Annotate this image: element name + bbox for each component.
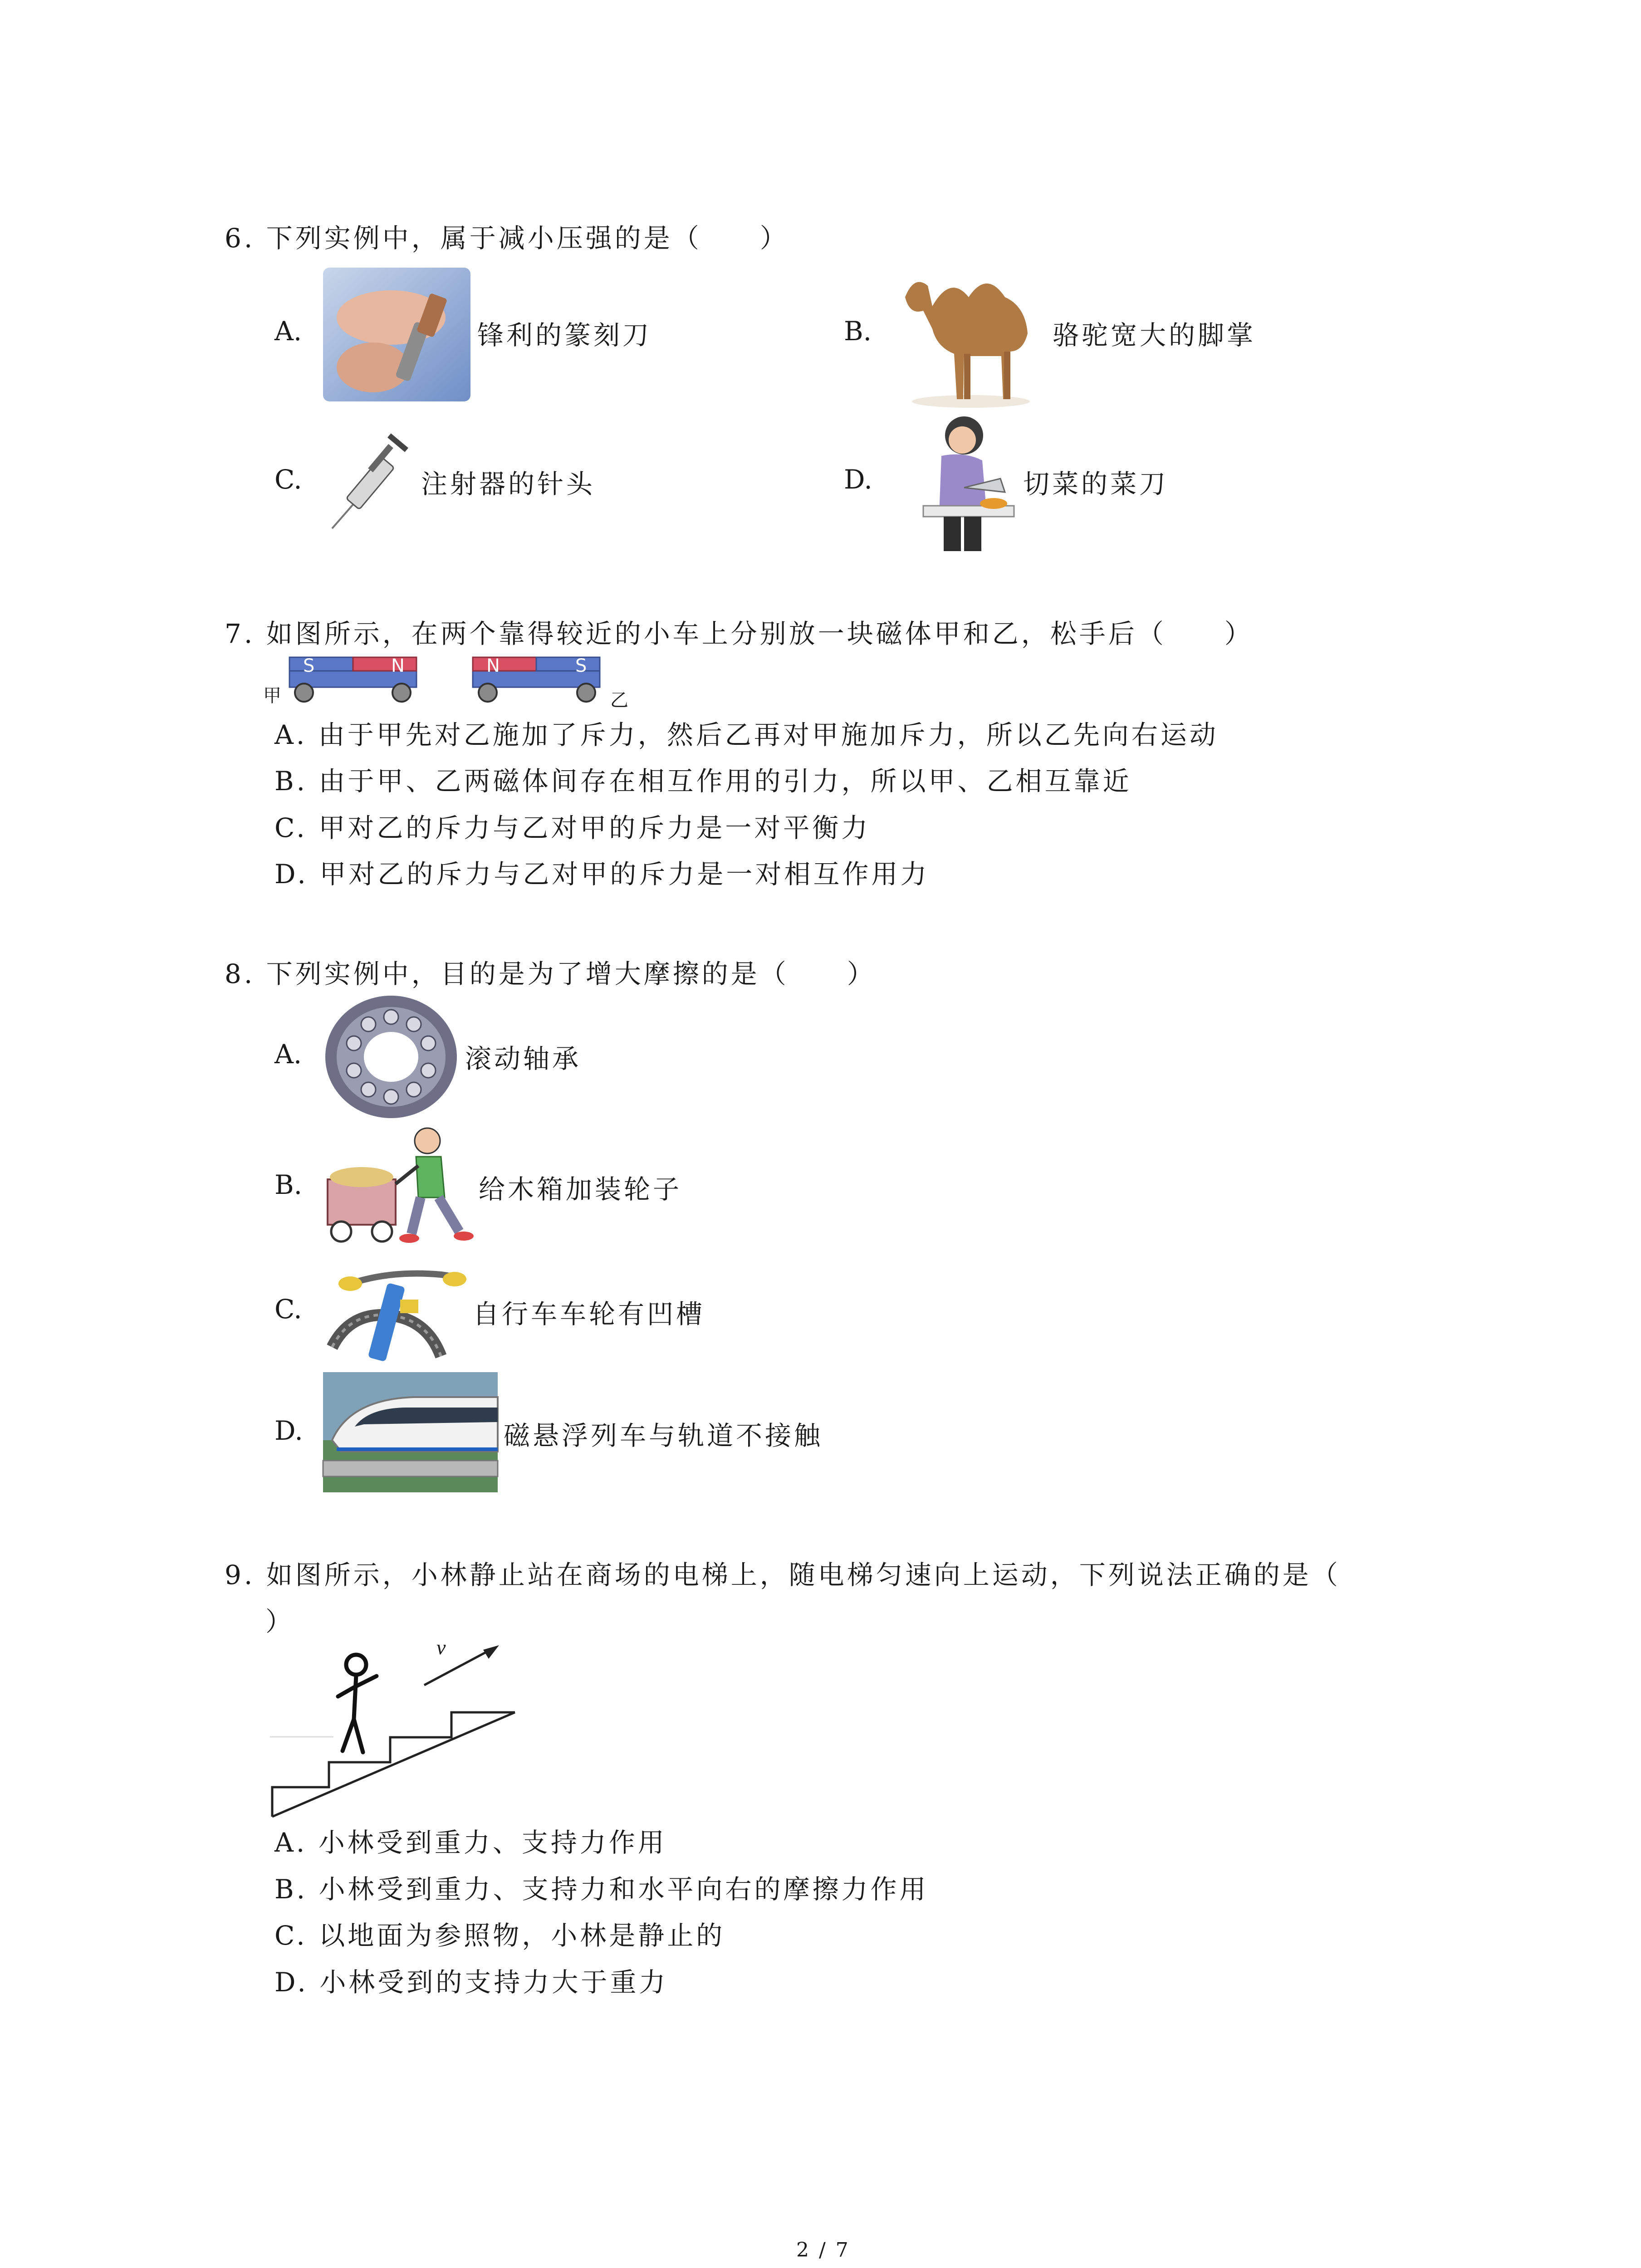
bicycle-wheel-illustration-icon — [323, 1256, 468, 1370]
velocity-label: v — [436, 1636, 446, 1659]
magnet-right-pole-n: N — [486, 655, 500, 676]
q8-option-a-label: A. — [274, 1039, 302, 1070]
q9-stem-line1: 9. 如图所示，小林静止站在商场的电梯上，随电梯匀速向上运动，下列说法正确的是（ — [225, 1559, 1341, 1590]
q7-option-a — [274, 714, 1219, 752]
q8-option-c-label: C. — [274, 1294, 302, 1325]
q8-option-c-text: 自行车车轮有凹槽 — [473, 1299, 705, 1330]
escalator-figure — [270, 1640, 519, 1819]
magnet-left-s-pole — [289, 657, 353, 671]
q7-option-a-label: A. — [274, 719, 308, 750]
q7-option-d-label: D. — [274, 859, 309, 890]
q9-option-b-label: B. — [274, 1874, 308, 1905]
q9-option-b — [274, 1868, 929, 1906]
q6-option-a-text: 锋利的篆刻刀 — [477, 320, 652, 351]
q9-option-c-text: 以地面为参照物，小林是静止的 — [318, 1920, 725, 1951]
magnet-left-pole-n: N — [391, 655, 405, 676]
q7-stem: 7. 如图所示，在两个靠得较近的小车上分别放一块磁体甲和乙，松手后（ ） — [225, 618, 1254, 649]
q7-option-a-text: 由于甲先对乙施加了斥力，然后乙再对甲施加斥力，所以乙先向右运动 — [318, 719, 1219, 750]
q6-option-c-text: 注射器的针头 — [421, 469, 596, 499]
q6-option-a-label: A. — [274, 316, 302, 347]
q8-option-d-label: D. — [274, 1415, 303, 1446]
q7-option-b-text: 由于甲、乙两磁体间存在相互作用的引力，所以甲、乙相互靠近 — [318, 766, 1132, 797]
magnet-right-n-pole — [473, 657, 536, 671]
q6-option-d-text: 切菜的菜刀 — [1023, 469, 1169, 499]
q7-option-d — [274, 853, 929, 891]
q9-option-a-label: A. — [274, 1827, 308, 1858]
q9-option-b-text: 小林受到重力、支持力和水平向右的摩擦力作用 — [318, 1874, 929, 1905]
q9-option-a — [274, 1821, 667, 1859]
maglev-train-photo-icon — [323, 1372, 498, 1492]
q6-stem: 6. 下列实例中，属于减小压强的是（ ） — [225, 223, 789, 254]
ball-bearing-photo-icon — [323, 993, 459, 1120]
camel-photo-icon — [896, 265, 1046, 408]
magnet-carts-figure — [263, 651, 626, 710]
magnet-right-s-pole — [536, 657, 600, 671]
person-figure — [338, 1655, 377, 1752]
q9-option-c-label: C. — [274, 1920, 308, 1951]
q6-option-b-label: B. — [844, 316, 872, 347]
q7-option-c-label: C. — [274, 812, 308, 843]
q7-option-c — [274, 807, 870, 845]
q7-option-b — [274, 760, 1132, 798]
q9-stem-line2: ） — [265, 1606, 295, 1637]
magnet-left-label: 甲 — [263, 685, 281, 706]
page-number: 2 / 7 — [796, 2239, 850, 2262]
q8-option-b-text: 给木箱加装轮子 — [479, 1174, 682, 1205]
q7-option-b-label: B. — [274, 766, 308, 797]
woman-cutting-vegetables-photo-icon — [896, 411, 1012, 551]
q7-option-d-text: 甲对乙的斥力与乙对甲的斥力是一对相互作用力 — [319, 859, 930, 890]
magnet-left-n-pole — [353, 657, 416, 671]
q8-option-b-label: B. — [274, 1169, 303, 1200]
q7-option-c-text: 甲对乙的斥力与乙对甲的斥力是一对平衡力 — [318, 812, 871, 843]
person-pushing-cart-illustration-icon — [323, 1125, 480, 1247]
q8-option-a-text: 滚动轴承 — [465, 1043, 582, 1074]
magnet-left-pole-s: S — [303, 655, 315, 676]
q6-option-c-label: C. — [274, 464, 302, 495]
q9-option-a-text: 小林受到重力、支持力作用 — [318, 1827, 667, 1858]
q9-option-d — [274, 1961, 668, 1999]
q9-option-d-text: 小林受到的支持力大于重力 — [319, 1967, 668, 1998]
q6-option-b-text: 骆驼宽大的脚掌 — [1053, 320, 1256, 351]
q6-option-d-label: D. — [844, 464, 872, 495]
magnet-right-label: 乙 — [610, 690, 628, 711]
syringe-photo-icon — [323, 438, 414, 533]
q9-option-c — [274, 1914, 725, 1952]
magnet-right-pole-s: S — [575, 655, 587, 676]
q8-option-d-text: 磁悬浮列车与轨道不接触 — [504, 1420, 823, 1451]
engraving-knife-photo-icon — [323, 268, 470, 401]
q9-option-d-label: D. — [274, 1967, 309, 1998]
q8-stem: 8. 下列实例中，目的是为了增大摩擦的是（ ） — [225, 958, 876, 989]
